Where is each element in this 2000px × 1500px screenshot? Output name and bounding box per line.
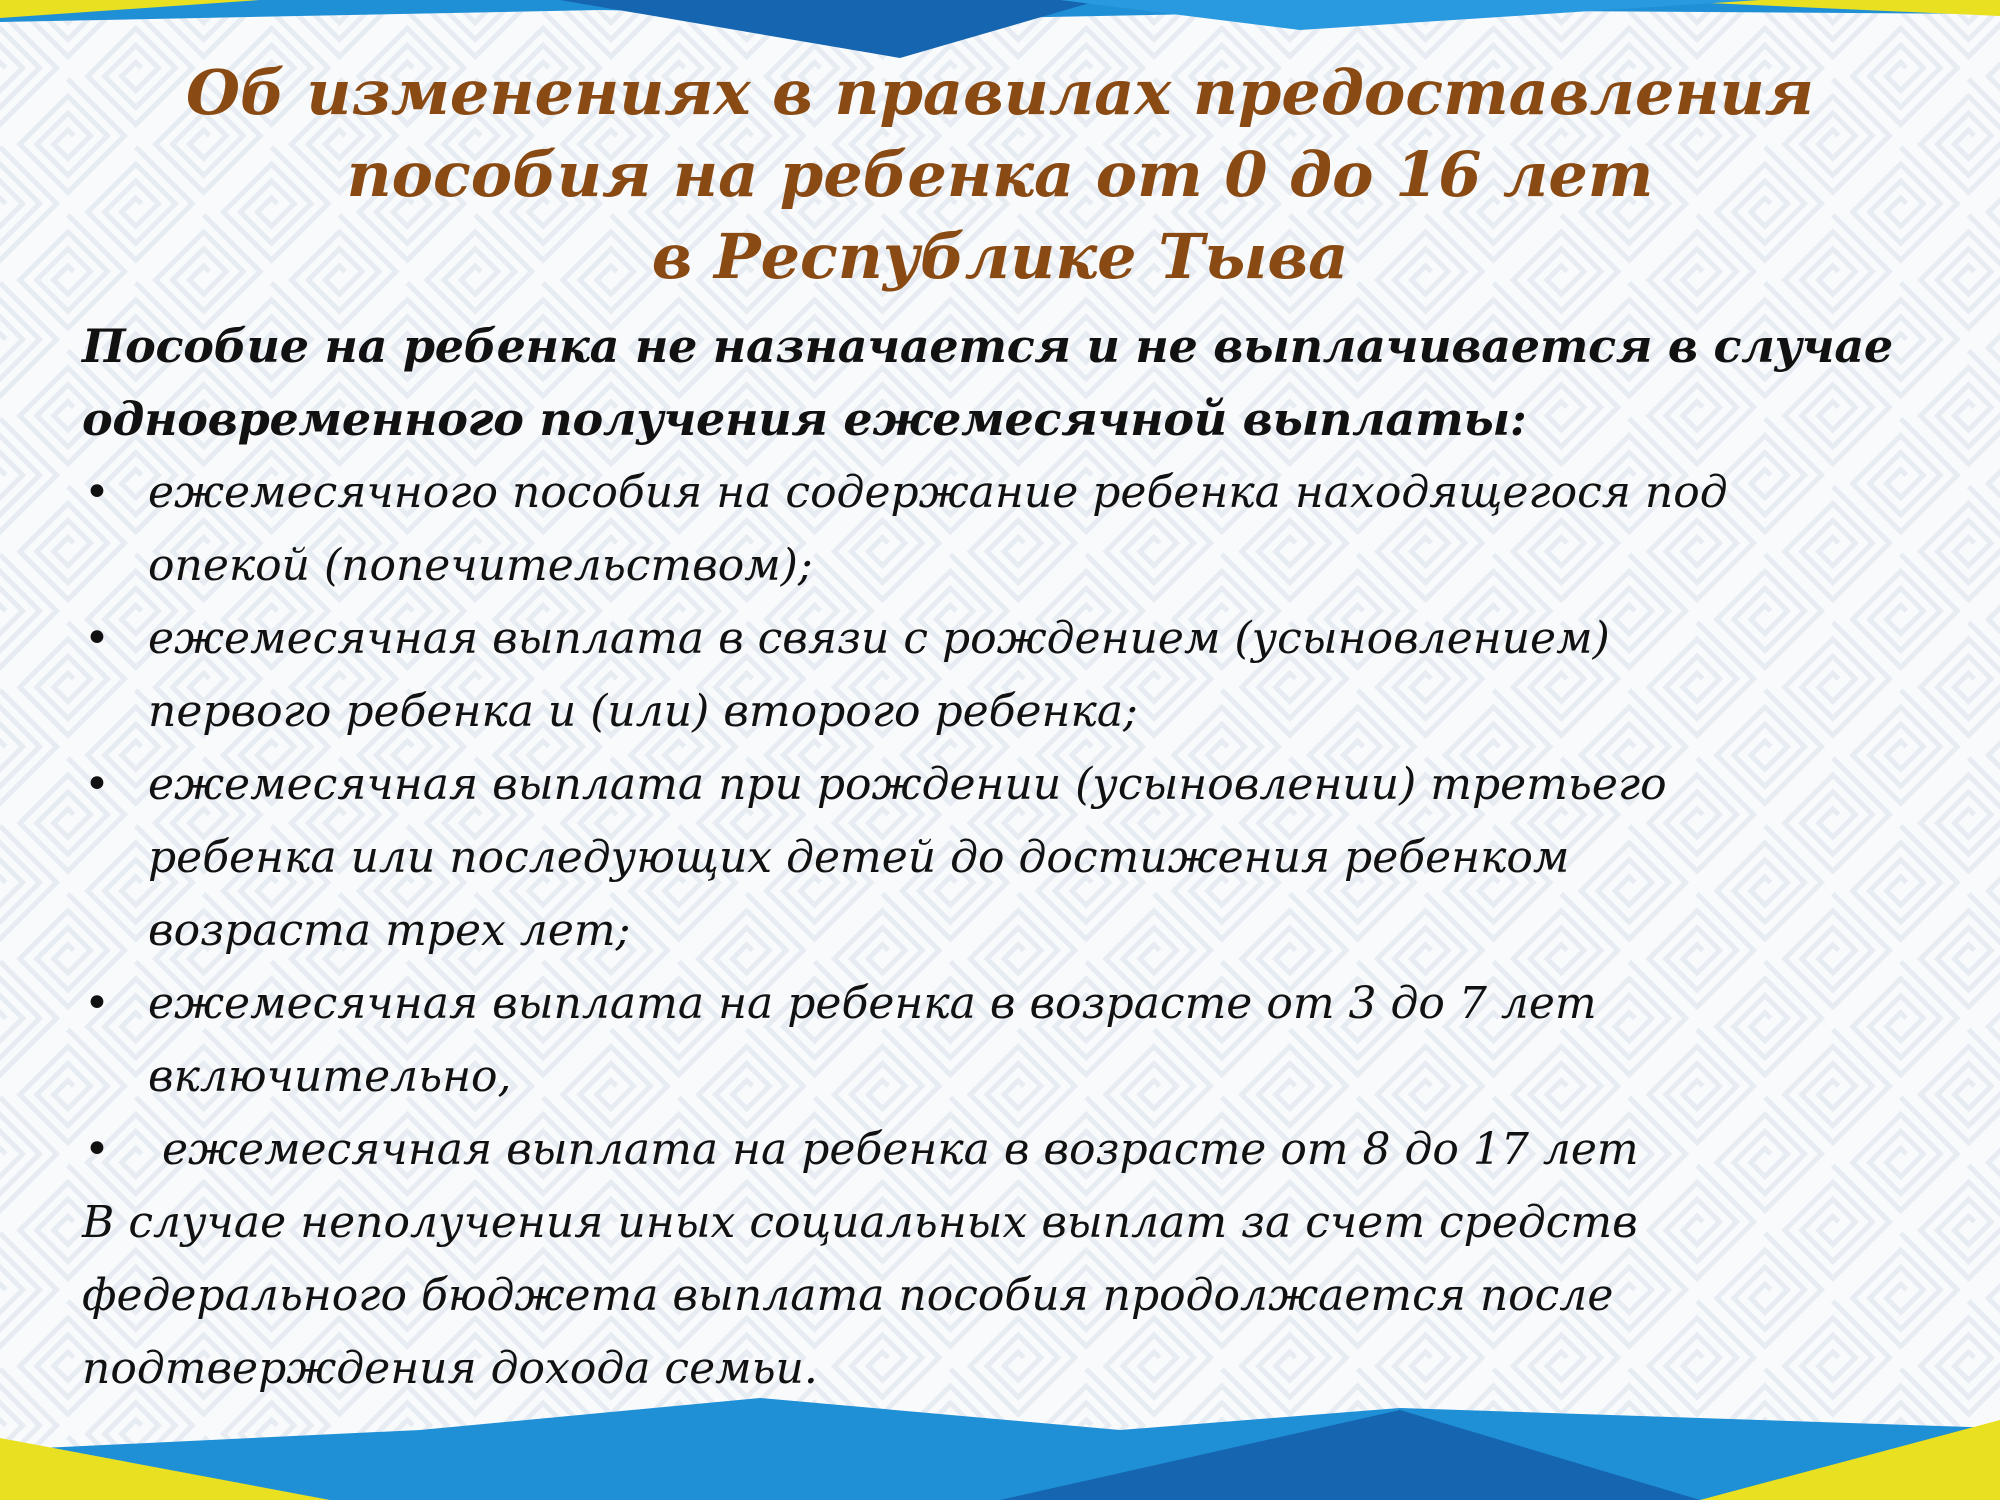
- list-item-line: ежемесячная выплата на ребенка в возрасте от 3 до 7 лет: [148, 978, 1597, 1029]
- list-item-line: опекой (попечительством);: [148, 540, 813, 591]
- lead-line: одновременного получения ежемесячной выплаты:: [82, 392, 1527, 446]
- slide-body: [82, 310, 1942, 1405]
- slide-title: [120, 52, 1880, 298]
- list-item-line: ежемесячная выплата при рождении (усыновлении) третьего: [148, 759, 1667, 810]
- lead-line: Пособие на ребенка не назначается и не выплачивается в случае: [82, 319, 1893, 373]
- exclusion-list: [82, 456, 1942, 1186]
- title-line: пособия на ребенка от 0 до 16 лет: [346, 138, 1654, 211]
- closing-paragraph: [82, 1186, 1942, 1405]
- title-line: Об изменениях в правилах предоставления: [185, 56, 1815, 129]
- closing-line: федерального бюджета выплата пособия продолжается после: [82, 1270, 1614, 1321]
- list-item-line: ребенка или последующих детей до достижения ребенком: [148, 832, 1570, 883]
- lead-paragraph: [82, 310, 1942, 456]
- list-item: [82, 602, 1942, 748]
- bullet-icon: •: [84, 467, 110, 518]
- bullet-icon: •: [84, 759, 110, 810]
- closing-line: В случае неполучения иных социальных выплат за счет средств: [82, 1197, 1638, 1248]
- list-item-line: включительно,: [148, 1051, 512, 1102]
- title-line: в Республике Тыва: [651, 220, 1349, 293]
- closing-line: подтверждения дохода семьи.: [82, 1343, 818, 1394]
- bullet-icon: •: [84, 978, 110, 1029]
- list-item-line: ежемесячного пособия на содержание ребенка находящегося под: [148, 467, 1728, 518]
- bottom-decorative-band: [0, 1390, 2000, 1500]
- list-item: [82, 456, 1942, 602]
- bullet-icon: •: [84, 613, 110, 664]
- bullet-icon: •: [84, 1124, 110, 1175]
- list-item: [82, 1113, 1942, 1186]
- list-item-line: первого ребенка и (или) второго ребенка;: [148, 686, 1138, 737]
- list-item: [82, 967, 1942, 1113]
- list-item-line: ежемесячная выплата в связи с рождением (усыновлением): [148, 613, 1610, 664]
- list-item: [82, 748, 1942, 967]
- list-item-line: ежемесячная выплата на ребенка в возрасте от 8 до 17 лет: [148, 1124, 1639, 1175]
- list-item-line: возраста трех лет;: [148, 905, 631, 956]
